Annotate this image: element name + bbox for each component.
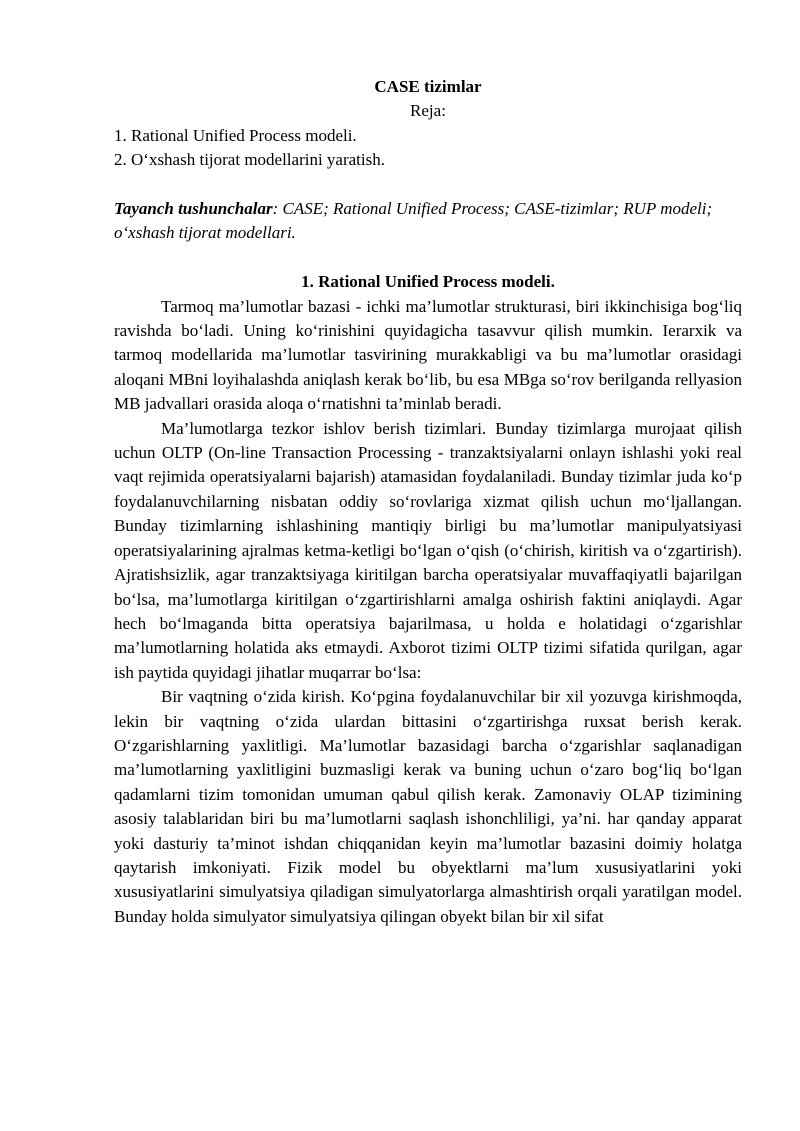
plan-label: Reja: [410,101,446,121]
body-paragraph: Bir vaqtning o‘zida kirish. Ko‘pgina foydalanuvchilar bir xil yozuvga kirishmoqda, lekin bir vaqtning o‘zida ulardan bittasini o‘zgartirishga ruxsat berish kerak. O‘zgarishlarning yaxlitligi. Ma’lumotlar bazasidagi barcha o‘zgarishlar saqlanadigan ma’lumotlarning yaxlitligini buzmasligi kerak va buning uchun o‘zaro bog‘liq bo‘lgan qadamlarni tizim tomonidan umuman qabul qilish kerak. Zamonaviy OLAP tizimining asosiy talablaridan biri bu ma’lumotlarni saqlash ishonchliligi, ya’ni. har qanday apparat yoki dasturiy ta’minot ishdan chiqqanidan keyin ma’lumotlar bazasini doimiy holatga qaytarish imkoniyati. Fizik model bu obyektlarni ma’lum xususiyatlarini yoki xususiyatlarini simulyatsiya qiladigan simulyatorlarga almashtirish orqali yaratilgan model. Bunday holda simulyator simulyatsiya qilingan obyekt bilan bir xil sifat [114,687,742,926]
plan-item: 1. Rational Unified Process modeli. [114,125,357,145]
document-title: CASE tizimlar [374,77,482,96]
spacer [114,173,742,197]
plan-item: 2. O‘xshash tijorat modellarini yaratish. [114,150,385,170]
keywords-label: Tayanch tushunchalar [114,199,273,219]
section-heading: 1. Rational Unified Process modeli. [301,272,555,292]
body-paragraph: Tarmoq ma’lumotlar bazasi - ichki ma’lumotlar strukturasi, biri ikkinchisiga bog‘liq ravishda bo‘ladi. Uning ko‘rinishini quyidagicha tasavvur qilish mumkin. Ierarxik va tarmoq modellarida ma’lumotlar tasvirining murakkabligi va bu ma’lumotlar orasidagi aloqani MBni loyihalashda aniqlash kerak bo‘lib, bu esa MBga so‘rov berilganda rellyasion MB jadvallari orasida aloqa o‘rnatishni ta’minlab beradi. [114,296,742,414]
body-paragraph: Ma’lumotlarga tezkor ishlov berish tizimlari. Bunday tizimlarga murojaat qilish uchun OLTP (On-line Transaction Processing - tranzaktsiyalarni onlayn ishlashi yoki real vaqt rejimida operatsiyalarni bajarish) atamasidan foydalaniladi. Bunday tizimlar juda ko‘p foydalanuvchilarning nisbatan oddiy so‘rovlariga xizmat qilish uchun mo‘ljallangan. Bunday tizimlarning ishlashining mantiqiy birligi bu ma’lumotlar manipulyatsiyasi operatsiyalarining ajralmas ketma-ketligi bo‘lgan o‘qish (o‘chirish, kiritish va o‘zgartirish). Ajratishsizlik, agar tranzaktsiyaga kiritilgan barcha operatsiyalar muvaffaqiyatli bajarilgan bo‘lsa, ma’lumotlarga kiritilgan o‘zgartirishlarni amalga oshirish faktini aniqlaydi. Agar hech bo‘lmaganda bitta operatsiya bajarilmasa, u holda e holatidagi o‘zgarishlar ma’lumotlarning holatida aks etmaydi. Axborot tizimi OLTP tizimi sifatida qurilgan, agar ish paytida quyidagi jihatlar muqarrar bo‘lsa: [114,418,742,682]
keywords-line [114,197,742,246]
spacer [114,246,742,270]
keywords-text: : CASE; Rational Unified Process; CASE-tizimlar; RUP modeli; o‘xshash tijorat modellari. [114,199,713,243]
document-page [114,75,742,929]
